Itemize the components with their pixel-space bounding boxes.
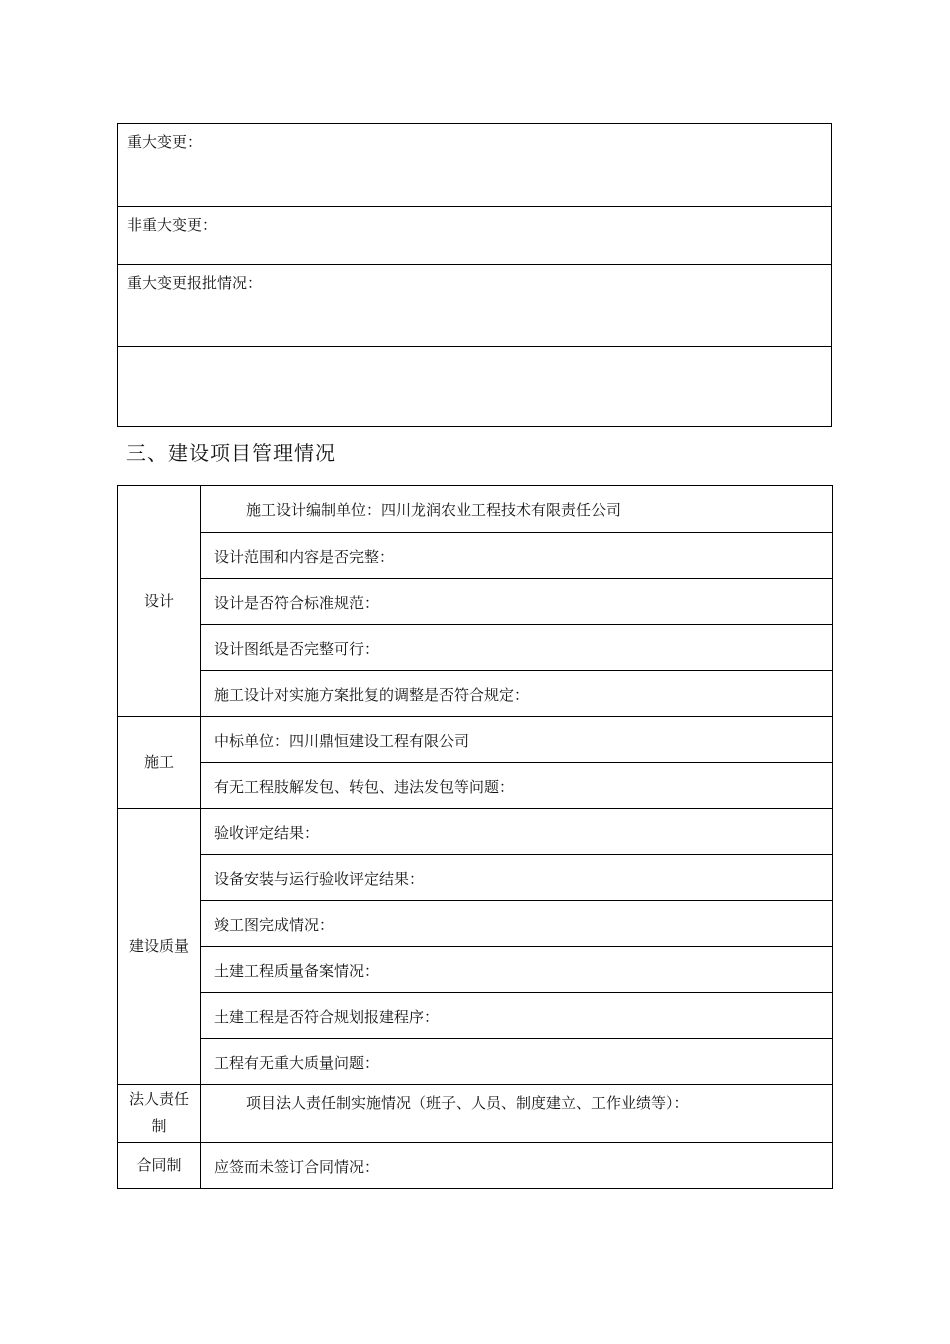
changes-table bbox=[117, 123, 832, 427]
quality-category-label: 建设质量 bbox=[128, 936, 189, 955]
blank-row bbox=[118, 346, 831, 426]
column-divider bbox=[200, 486, 201, 1188]
legal-person-category-cell bbox=[118, 1084, 200, 1142]
design-unit-item: 施工设计编制单位：四川龙润农业工程技术有限责任公司 bbox=[246, 501, 622, 519]
construction-category-cell bbox=[118, 716, 200, 808]
as-built-drawing-item: 竣工图完成情况： bbox=[214, 916, 335, 934]
winning-bidder-item: 中标单位：四川鼎恒建设工程有限公司 bbox=[214, 732, 470, 750]
design-category-label: 设计 bbox=[143, 591, 174, 610]
design-drawings-item: 设计图纸是否完整可行： bbox=[214, 640, 380, 658]
row-divider bbox=[200, 532, 832, 533]
major-quality-issue-item: 工程有无重大质量问题： bbox=[214, 1054, 380, 1072]
group-divider bbox=[118, 1084, 832, 1085]
acceptance-result-item: 验收评定结果： bbox=[214, 824, 320, 842]
minor-change-label: 非重大变更： bbox=[127, 216, 218, 234]
contract-category-label: 合同制 bbox=[136, 1156, 182, 1174]
design-standard-item: 设计是否符合标准规范： bbox=[214, 594, 380, 612]
row-divider bbox=[200, 762, 832, 763]
legal-person-category-label: 法人责任制 bbox=[128, 1090, 189, 1135]
design-category-cell bbox=[118, 486, 200, 716]
minor-change-row bbox=[118, 206, 831, 264]
legal-person-implementation-item: 项目法人责任制实施情况（班子、人员、制度建立、工作业绩等）： bbox=[246, 1094, 689, 1112]
group-divider bbox=[118, 808, 832, 809]
contract-category-cell bbox=[118, 1142, 200, 1189]
construction-category-label: 施工 bbox=[143, 752, 174, 771]
civil-planning-procedure-item: 土建工程是否符合规划报建程序： bbox=[214, 1008, 440, 1026]
row-divider bbox=[200, 854, 832, 855]
unsigned-contract-item: 应签而未签订合同情况： bbox=[214, 1158, 380, 1176]
row-divider bbox=[200, 578, 832, 579]
subcontract-issue-item: 有无工程肢解发包、转包、违法发包等问题： bbox=[214, 778, 515, 796]
row-divider bbox=[200, 670, 832, 671]
equipment-acceptance-item: 设备安装与运行验收评定结果： bbox=[214, 870, 425, 888]
design-adjustment-item: 施工设计对实施方案批复的调整是否符合规定： bbox=[214, 686, 530, 704]
group-divider bbox=[118, 716, 832, 717]
management-table bbox=[117, 485, 833, 1189]
major-change-label: 重大变更： bbox=[127, 133, 203, 151]
row-divider bbox=[200, 624, 832, 625]
row-divider bbox=[200, 1038, 832, 1039]
quality-category-cell bbox=[118, 808, 200, 1084]
row-divider bbox=[200, 992, 832, 993]
major-change-approval-label: 重大变更报批情况： bbox=[127, 274, 263, 292]
group-divider bbox=[118, 1142, 832, 1143]
section-title: 三、建设项目管理情况 bbox=[126, 441, 336, 465]
row-divider bbox=[200, 900, 832, 901]
design-scope-item: 设计范围和内容是否完整： bbox=[214, 548, 395, 566]
civil-quality-record-item: 土建工程质量备案情况： bbox=[214, 962, 380, 980]
major-change-row bbox=[118, 124, 831, 206]
major-change-approval-row bbox=[118, 264, 831, 346]
row-divider bbox=[200, 946, 832, 947]
